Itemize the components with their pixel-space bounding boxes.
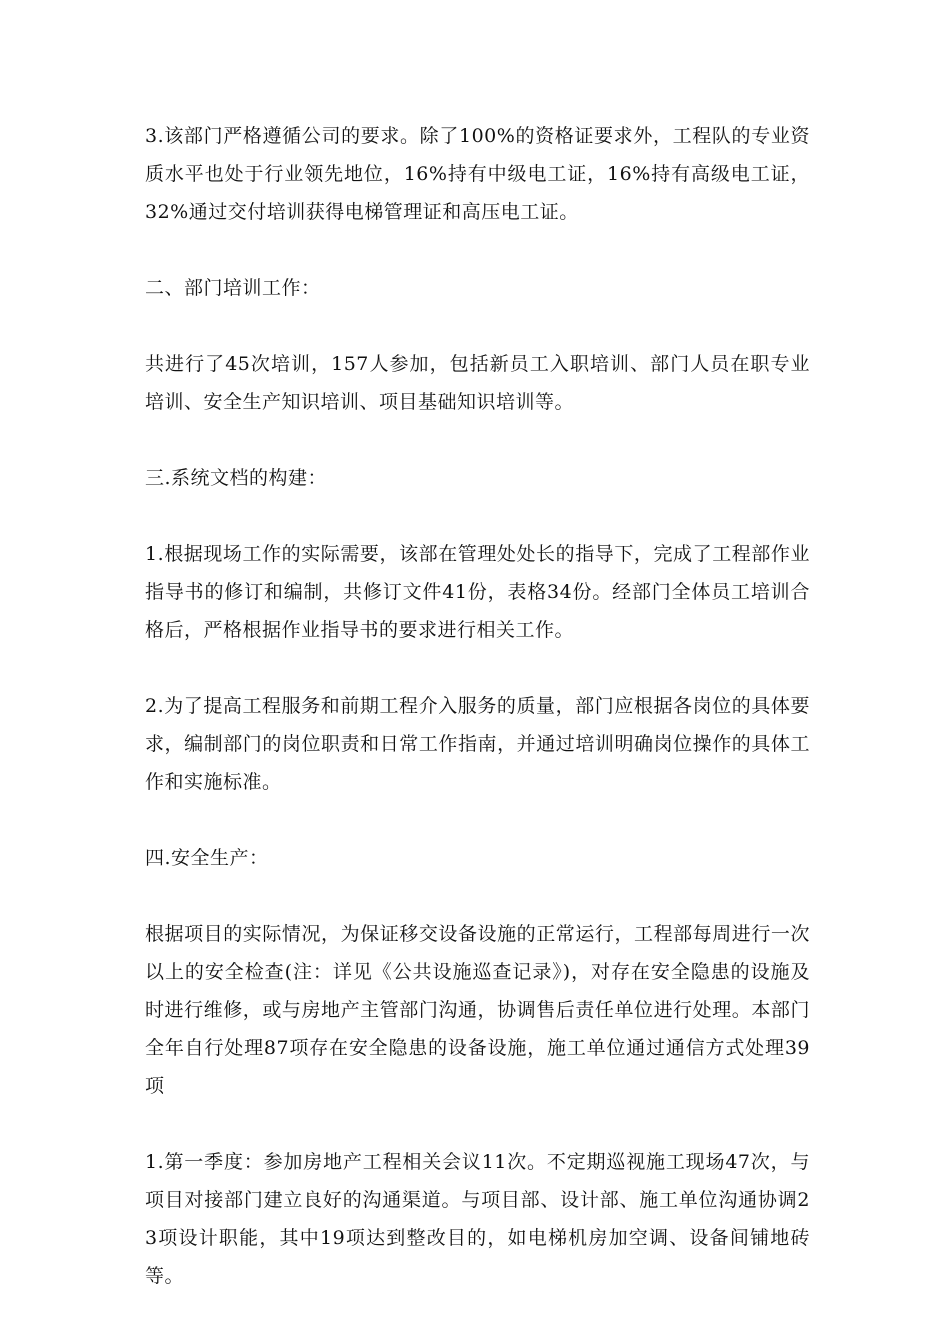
paragraph-training: 共进行了45次培训，157人参加，包括新员工入职培训、部门人员在职专业培训、安全生产知识培训、项目基础知识培训等。 (145, 353, 810, 413)
paragraph-qualification: 3.该部门严格遵循公司的要求。除了100%的资格证要求外，工程队的专业资质水平也处于行业领先地位，16%持有中级电工证，16%持有高级电工证，32%通过交付培训获得电梯管理证和高压电工证。 (145, 125, 810, 223)
section-heading-safety: 四.安全生产： (145, 847, 269, 869)
section-heading-training: 二、部门培训工作： (145, 277, 321, 299)
paragraph-documentation-2: 2.为了提高工程服务和前期工程介入服务的质量，部门应根据各岗位的具体要求，编制部门的岗位职责和日常工作指南，并通过培训明确岗位操作的具体工作和实施标准。 (145, 695, 810, 793)
section-heading-documentation: 三.系统文档的构建： (145, 467, 328, 489)
paragraph-safety: 根据项目的实际情况，为保证移交设备设施的正常运行，工程部每周进行一次以上的安全检查(注：详见《公共设施巡查记录》)，对存在安全隐患的设施及时进行维修，或与房地产主管部门沟通，协调售后责任单位进行处理。本部门全年自行处理87项存在安全隐患的设备设施，施工单位通过通信方式处理39项 (145, 923, 810, 1097)
paragraph-first-quarter: 1.第一季度：参加房地产工程相关会议11次。不定期巡视施工现场47次，与项目对接部门建立良好的沟通渠道。与项目部、设计部、施工单位沟通协调23项设计职能，其中19项达到整改目的，如电梯机房加空调、设备间铺地砖等。 (145, 1151, 810, 1287)
paragraph-documentation-1: 1.根据现场工作的实际需要，该部在管理处处长的指导下，完成了工程部作业指导书的修订和编制，共修订文件41份，表格34份。经部门全体员工培训合格后，严格根据作业指导书的要求进行相关工作。 (145, 543, 810, 641)
document-body (145, 117, 810, 1333)
